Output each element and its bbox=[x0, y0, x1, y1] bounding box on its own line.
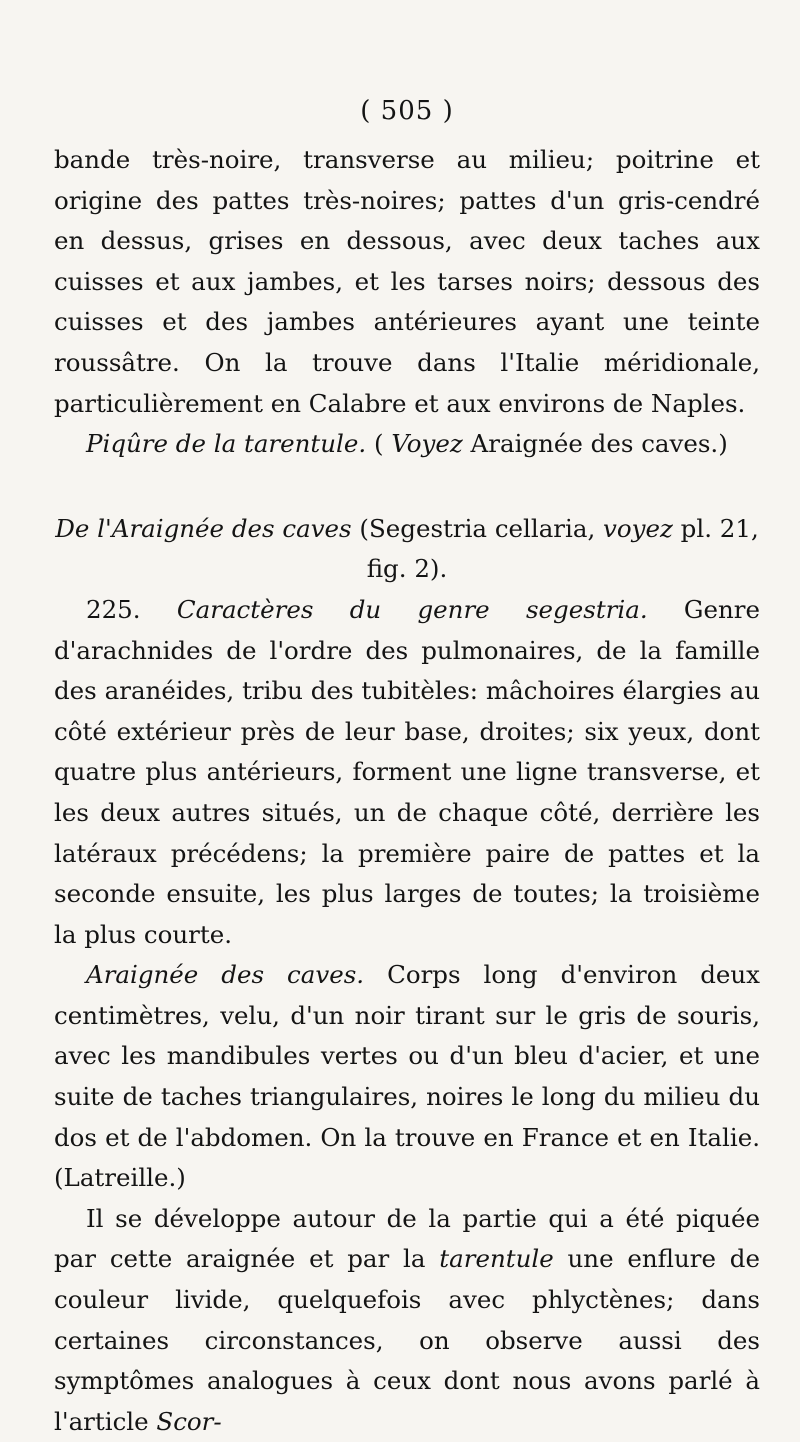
paragraph-number: 225. bbox=[86, 594, 177, 624]
symptoms-scor: Scor- bbox=[156, 1406, 222, 1436]
species-title: Araignée des caves. bbox=[86, 960, 365, 990]
paragraph-symptoms bbox=[54, 1199, 760, 1442]
genus-description: Genre d'arachnides de l'ordre des pulmonaires, de la famille des aranéides, tribu des tubitèles: mâchoires élargies au côté extérieur près de leur base, droites; six yeux, dont quatre plus antérieurs, forment une ligne transverse, et les deux autres situés, un de chaque côté, derrière les latéraux précédens; la première paire de pattes et la seconde ensuite, les plus larges de toutes; la troisième la plus courte. bbox=[54, 594, 760, 949]
tarentule-bite-ref: Araignée des caves.) bbox=[462, 429, 728, 459]
tarentule-bite-title: Piqûre de la tarentule. bbox=[86, 429, 367, 459]
tarentule-bite-voyez: Voyez bbox=[391, 429, 463, 459]
heading-latin: (Segestria cellaria, bbox=[351, 513, 604, 543]
tarentule-bite-paren: ( bbox=[366, 429, 392, 459]
paragraph-species bbox=[54, 955, 760, 1199]
heading-voyez: voyez bbox=[603, 513, 673, 543]
heading-title: De l'Araignée des caves bbox=[55, 513, 352, 543]
heading-figure-ref: pl. 21, fig. 2). bbox=[366, 513, 759, 584]
page-number: ( 505 ) bbox=[360, 96, 454, 126]
paragraph-tarentule-bite bbox=[54, 424, 760, 465]
symptoms-text-start: Il se développe autour de la partie qui a été piquée par cette araignée et par la bbox=[54, 1203, 760, 1274]
paragraph-continuation: bande très-noire, transverse au milieu; poitrine et origine des pattes très-noires; pattes d'un gris-cendré en dessus, grises en dessous, avec deux taches aux cuisses et aux jambes, et les tarses noirs; dessous des cuisses et des jambes antérieures ayant une teinte roussâtre. On la trouve dans l'Italie méridionale, particulièrement en Calabre et aux environs de Naples. bbox=[54, 145, 760, 418]
symptoms-text-middle: une enflure de couleur livide, quelquefois avec phlyctènes; dans certaines circonstances, on observe aussi des symptômes analogues à ceux dont nous avons parlé à l'article bbox=[54, 1244, 760, 1436]
section-heading bbox=[54, 509, 760, 590]
genus-title: Caractères du genre segestria. bbox=[176, 594, 648, 624]
paragraph-genus-characters bbox=[54, 590, 760, 955]
species-description: Corps long d'environ deux centimètres, velu, d'un noir tirant sur le gris de souris, avec les mandibules vertes ou d'un bleu d'acier, et une suite de taches triangulaires, noires le long du milieu du dos et de l'abdomen. On la trouve en France et en Italie. (Latreille.) bbox=[54, 960, 760, 1193]
symptoms-tarentule: tarentule bbox=[439, 1244, 554, 1274]
